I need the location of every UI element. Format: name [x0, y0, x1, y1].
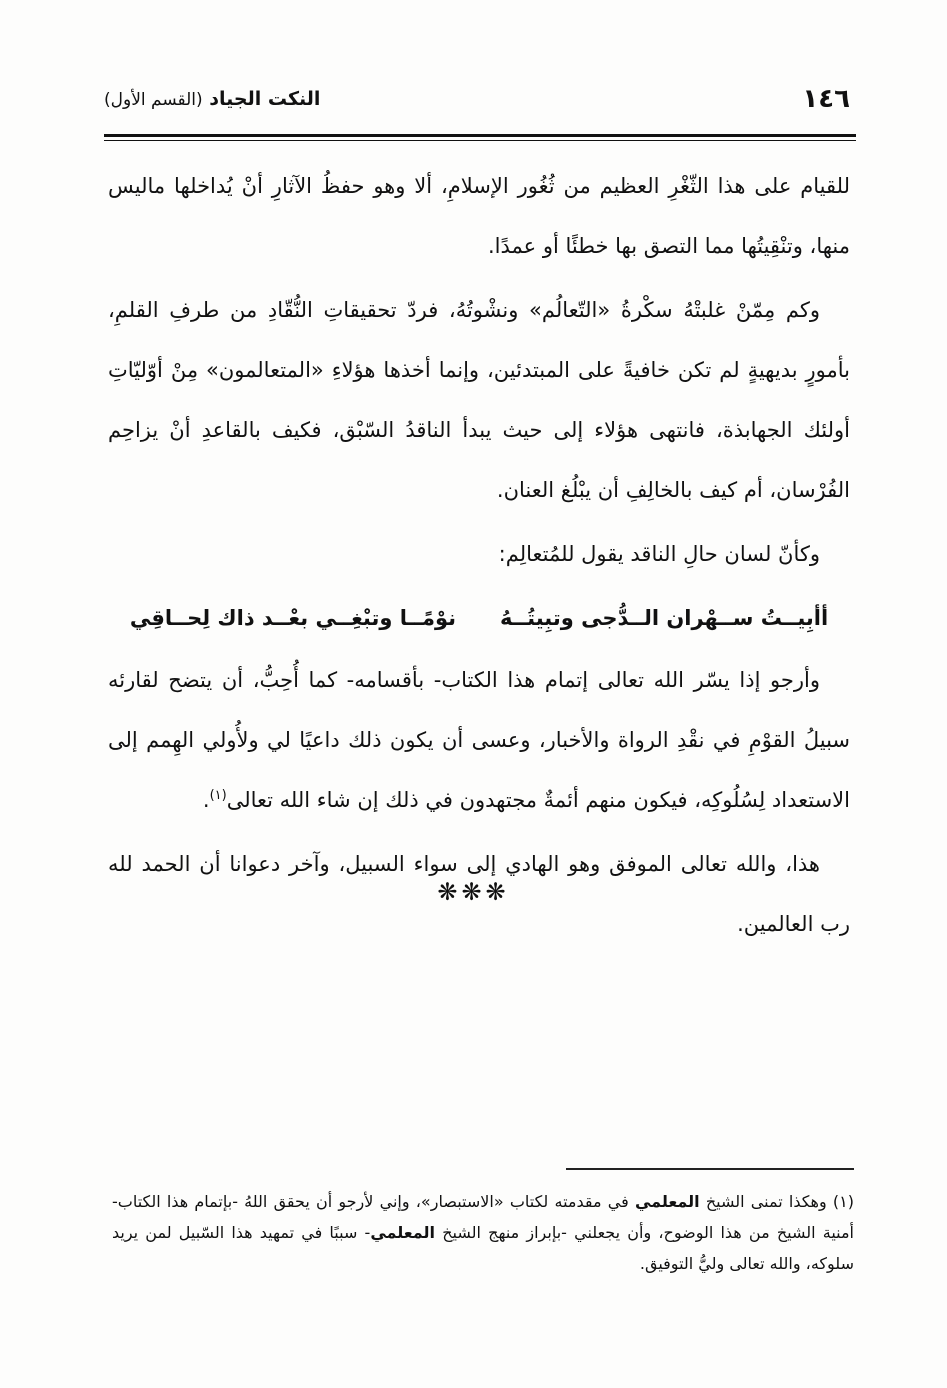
footnote-reference[interactable]: (١): [209, 788, 227, 803]
book-part: (القسم الأول): [104, 90, 203, 110]
paragraph-1: للقيام على هذا الثّغْرِ العظيم من ثُغُور الإسلامِ، ألا وهو حفظُ الآثارِ أنْ يُداخلها ماليس منها، وتنْقِيتُها مما التصق بها خطئًا أو عمدًا.: [108, 174, 850, 258]
header-rule-thick: [104, 134, 856, 137]
header-rule-thin: [104, 140, 856, 141]
verse-second-hemistich: نوْمًــا وتبْغِــي بعْــد ذاك لِحــاقِي: [129, 606, 457, 630]
footnote-name-2: المعلمي: [370, 1223, 436, 1242]
running-title: [104, 88, 320, 110]
poetry-verse: [108, 588, 850, 648]
footnote-text-3: - سببًا في تمهيد هذا السّبيل لمن يريد سلوكه، والله تعالى وليُّ التوفيق.: [112, 1223, 854, 1273]
paragraph-5: هذا، والله تعالى الموفق وهو الهادي إلى سواء السبيل، وآخر دعوانا أن الحمد لله رب العالمين.: [108, 852, 850, 936]
main-text: [108, 156, 850, 958]
footnote-separator: [566, 1168, 854, 1170]
footnote-text-1: (١) وهكذا تمنى الشيخ: [699, 1192, 854, 1211]
verse-first-hemistich: أأبِيــتُ ســهْران الــدُّجى وتبِيتُــهُ: [500, 606, 829, 630]
footnotes: [112, 1186, 854, 1279]
paragraph-4: [108, 650, 850, 830]
section-ornament: ❋❋❋: [437, 878, 510, 906]
paragraph-3: وكأنّ لسان حالِ الناقد يقول للمُتعالِم:: [498, 542, 820, 566]
page-header: [104, 82, 856, 122]
footnote-text-2: في مقدمته لكتاب «الاستبصار»، وإني لأرجو أن يحقق اللهُ -بإتمام هذا الكتاب- أمنية الشيخ من هذا الوضوح، وأن يجعلني -بإبراز منهج الشيخ: [112, 1192, 855, 1242]
footnote-name-1: المعلمي: [634, 1192, 700, 1211]
paragraph-4-text: وأرجو إذا يسّر الله تعالى إتمام هذا الكتاب- بأقسامه- كما أُحِبُّ، أن يتضح لقارئه سبيلُ القوْمِ في نقْدِ الرواة والأخبار، وعسى أن يكون ذلك داعيًا لي ولأُولي الهِمم إلى الاستعداد لِسُلُوكِه، فيكون منهم أئمةٌ مجتهدون في ذلك إن شاء الله تعالى: [108, 668, 850, 812]
page-number: ١٤٦: [802, 84, 850, 114]
book-title: النكت الجياد: [209, 88, 321, 110]
paragraph-2: وكم مِمّنْ غلبتْهُ سكْرةُ «التّعالُم» ونشْوتُهُ، فردّ تحقيقاتِ النُّقّادِ من طرفِ القلمِ، بأمورٍ بديهيةٍ لم تكن خافيةً على المبتدئين، وإنما أخذها هؤلاءِ «المتعالمون» مِنْ أوّليّاتِ أولئك الجهابذة، فانتهى هؤلاء إلى حيث يبدأ الناقدُ السّبْق، فكيف بالقاعدِ أنْ يزاحِم الفُرْسان، أم كيف بالخالِفِ أن يبْلُغ العنان.: [108, 298, 850, 502]
paragraph-4-end: .: [202, 788, 210, 812]
footnote-1: [112, 1186, 854, 1279]
